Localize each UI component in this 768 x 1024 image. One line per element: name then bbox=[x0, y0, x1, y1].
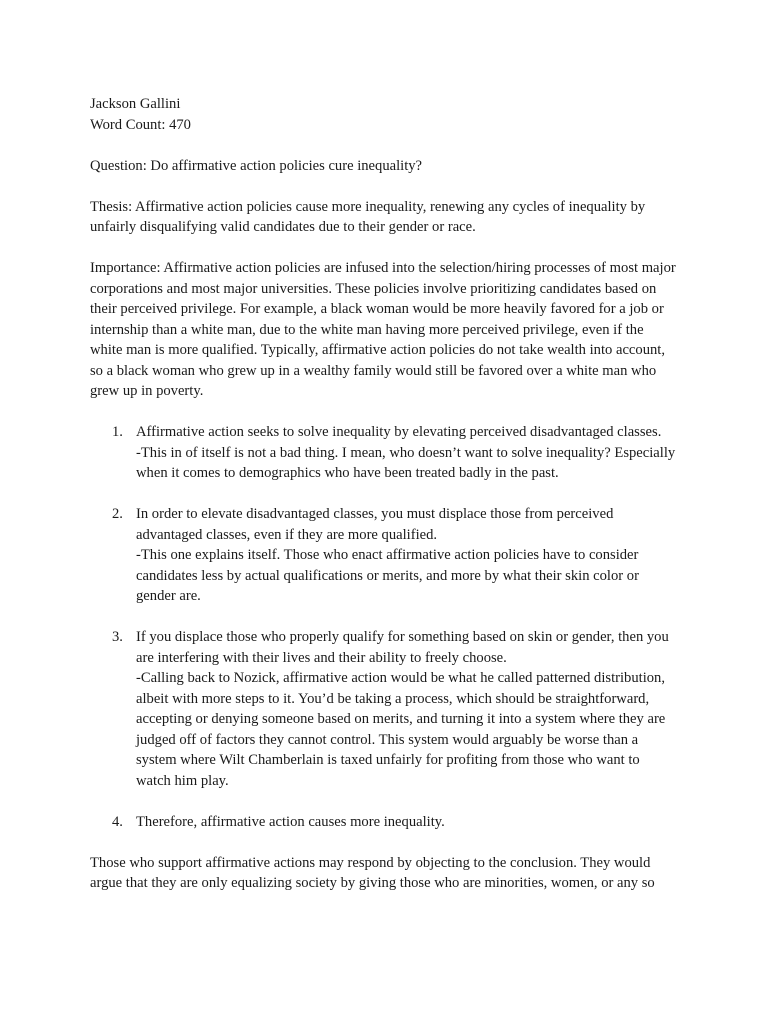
list-number: 2. bbox=[112, 506, 123, 522]
list-item bbox=[90, 812, 678, 853]
argument-list bbox=[90, 422, 678, 853]
list-number: 1. bbox=[112, 424, 123, 440]
author-name: Jackson Gallini bbox=[90, 96, 181, 112]
list-item bbox=[90, 627, 678, 812]
list-number: 4. bbox=[112, 813, 123, 830]
premise-text: If you displace those who properly qualify for something based on skin or gender, then you are interfering with their lives and their ability to freely choose. bbox=[136, 629, 669, 666]
comment-text: -This one explains itself. Those who enact affirmative action policies have to consider candidates less by actual qualifications or merits, and more by what their skin color or gender are. bbox=[136, 547, 639, 604]
premise-text: Therefore, affirmative action causes more inequality. bbox=[136, 813, 445, 830]
list-item bbox=[90, 504, 678, 627]
comment-text: -Calling back to Nozick, affirmative action would be what he called patterned distribution, albeit with more steps to it. You’d be taking a process, which should be straightforward, accepting or denying someone based on merits, and turning it into a system where they are judged off of factors they cannot control. This system would arguably be worse than a system where Wilt Chamberlain is taxed unfairly for profiting from those who want to watch him play. bbox=[136, 670, 666, 789]
question-paragraph: Question: Do affirmative action policies cure inequality? bbox=[90, 157, 423, 174]
thesis-paragraph: Thesis: Affirmative action policies cause more inequality, renewing any cycles of inequality by unfairly disqualifying valid candidates due to their gender or race. bbox=[90, 198, 646, 235]
list-number: 3. bbox=[112, 629, 123, 645]
importance-paragraph: Importance: Affirmative action policies are infused into the selection/hiring processes of most major corporations and most major universities. These policies involve prioritizing candidates based on their perceived privilege. For example, a black woman would be more heavily favored for a job or internship than a white man, due to the white man having more perceived privilege, even if the white man is more qualified. Typically, affirmative action policies do not take wealth into account, so a black woman who grew up in a wealthy family would still be favored over a white man who grew up in poverty. bbox=[90, 260, 676, 399]
comment-text: -This in of itself is not a bad thing. I mean, who doesn’t want to solve inequality? Especially when it comes to demographics who have been treated badly in the past. bbox=[136, 444, 676, 481]
premise-text: In order to elevate disadvantaged classes, you must displace those from perceived advantaged classes, even if they are more qualified. bbox=[136, 506, 614, 543]
closing-paragraph: Those who support affirmative actions may respond by objecting to the conclusion. They would argue that they are only equalizing society by giving those who are minorities, women, or any so bbox=[90, 854, 655, 891]
premise-text: Affirmative action seeks to solve inequality by elevating perceived disadvantaged classes. bbox=[136, 424, 662, 440]
list-item bbox=[90, 422, 678, 504]
word-count: Word Count: 470 bbox=[90, 116, 191, 133]
